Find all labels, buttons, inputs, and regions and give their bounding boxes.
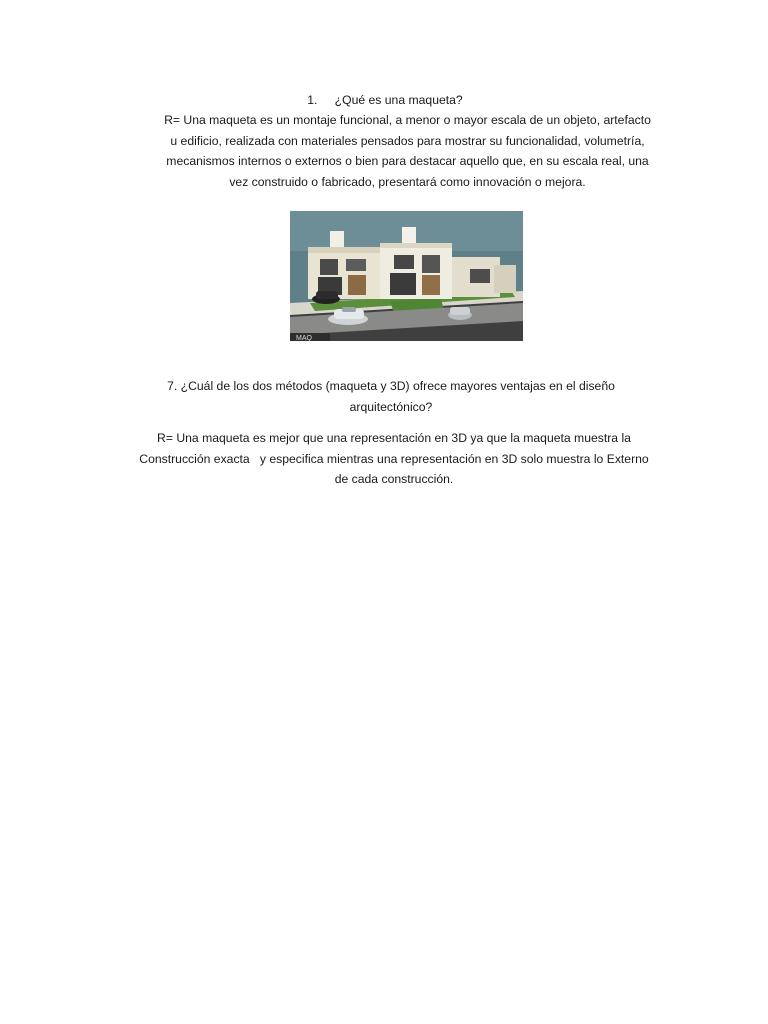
question-1-answer <box>150 110 665 192</box>
svg-text:MAQ: MAQ <box>296 335 312 341</box>
question-7-line: arquitectónico? <box>349 399 433 414</box>
question-7-title <box>130 376 652 417</box>
answer-1-line: u edificio, realizada con materiales pensados para mostrar su funcionalidad, volumetría, <box>170 133 645 148</box>
answer-7-line: de cada construcción. <box>334 472 454 486</box>
question-7-answer <box>128 428 660 490</box>
answer-1-line: R= Una maqueta es un montaje funcional, a menor o mayor escala de un objeto, artefacto <box>164 113 651 127</box>
answer-1-line: mecanismos internos o externos o bien para destacar aquello que, en su escala real, una <box>166 154 649 168</box>
architectural-model-photo <box>290 211 523 341</box>
answer-7-line: Construcción exacta y especifica mientras una representación en 3D solo muestra lo Externo <box>139 451 649 466</box>
answer-7-line: R= Una maqueta es mejor que una representación en 3D ya que la maqueta muestra la <box>157 431 631 445</box>
question-1-text: ¿Qué es una maqueta? <box>334 93 463 107</box>
question-1-title <box>120 90 650 111</box>
question-7-line: 7. ¿Cuál de los dos métodos (maqueta y 3D) ofrece mayores ventajas en el diseño <box>167 379 615 393</box>
question-1-number: 1. <box>307 93 318 107</box>
answer-1-line: vez construido o fabricado, presentará como innovación o mejora. <box>229 174 586 189</box>
